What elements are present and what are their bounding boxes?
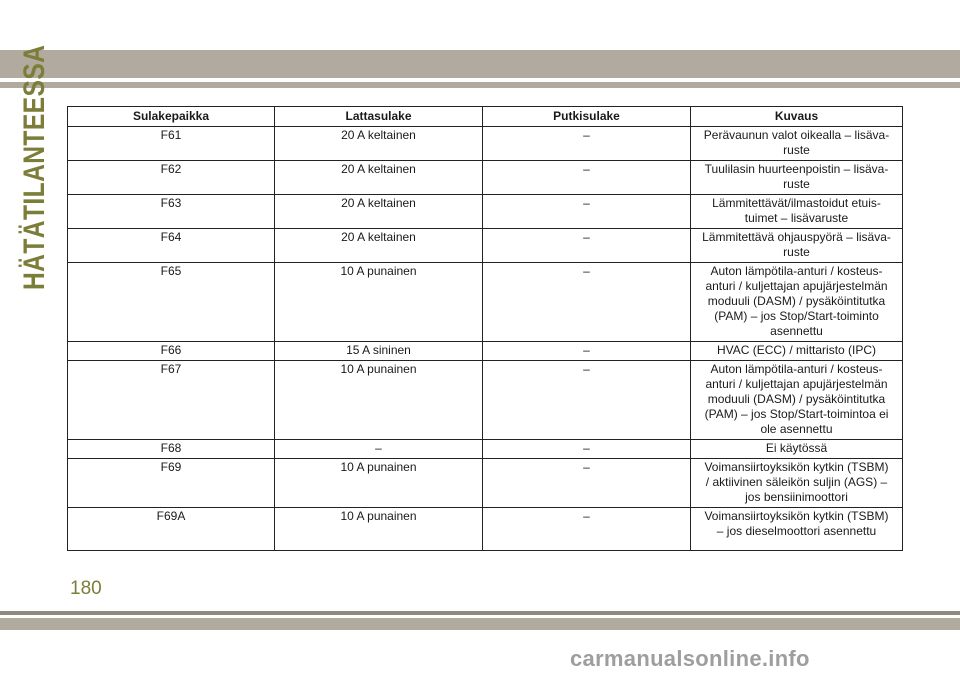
header-rule <box>0 82 960 88</box>
table-row <box>68 440 903 459</box>
description-cell <box>691 440 903 459</box>
fuse-position-cell: F65 <box>68 263 275 342</box>
table-row <box>68 459 903 508</box>
description-line: tuimet – lisävaruste <box>744 211 849 225</box>
fuse-position-cell: F69A <box>68 508 275 551</box>
description-line: / aktiivinen säleikön suljin (AGS) – <box>705 475 888 489</box>
description-cell <box>691 508 903 551</box>
table-row <box>68 127 903 161</box>
description-cell <box>691 161 903 195</box>
fuse-position-cell: F67 <box>68 361 275 440</box>
description-cell <box>691 127 903 161</box>
description-cell <box>691 361 903 440</box>
blade-fuse-cell: 20 A keltainen <box>275 127 483 161</box>
table-body <box>68 127 903 551</box>
section-title <box>15 44 55 290</box>
page-number: 180 <box>70 578 102 599</box>
cartridge-fuse-cell: – <box>483 195 691 229</box>
table-row <box>68 263 903 342</box>
description-cell <box>691 342 903 361</box>
description-line: (PAM) – jos Stop/Start-toiminto <box>714 309 879 323</box>
footer-band <box>0 618 960 630</box>
blade-fuse-cell: 10 A punainen <box>275 508 483 551</box>
blade-fuse-cell: – <box>275 440 483 459</box>
fuse-position-cell: F66 <box>68 342 275 361</box>
description-line: ruste <box>783 245 810 259</box>
cartridge-fuse-cell: – <box>483 127 691 161</box>
cartridge-fuse-cell: – <box>483 161 691 195</box>
description-line: ruste <box>783 143 810 157</box>
fuse-position-cell: F64 <box>68 229 275 263</box>
description-line: moduuli (DASM) / pysäköintitutka <box>707 294 886 308</box>
blade-fuse-cell: 20 A keltainen <box>275 229 483 263</box>
description-line: Auton lämpötila-anturi / kosteus- <box>710 362 883 376</box>
description-line: HVAC (ECC) / mittaristo (IPC) <box>716 343 877 357</box>
description-line: (PAM) – jos Stop/Start-toimintoa ei <box>704 407 889 421</box>
description-line: jos bensiinimoottori <box>745 490 848 504</box>
fuse-position-cell: F61 <box>68 127 275 161</box>
description-line: Tuulilasin huurteenpoistin – lisäva- <box>704 162 889 176</box>
description-cell <box>691 459 903 508</box>
cartridge-fuse-cell: – <box>483 459 691 508</box>
table-row <box>68 161 903 195</box>
description-line: ruste <box>783 177 810 191</box>
description-line: ole asennettu <box>760 422 833 436</box>
description-line: moduuli (DASM) / pysäköintitutka <box>707 392 886 406</box>
header-band <box>0 50 960 78</box>
blade-fuse-cell: 10 A punainen <box>275 361 483 440</box>
cartridge-fuse-cell: – <box>483 508 691 551</box>
header-cartridge-fuse: Putkisulake <box>483 107 691 127</box>
cartridge-fuse-cell: – <box>483 361 691 440</box>
header-description: Kuvaus <box>691 107 903 127</box>
fuse-position-cell: F63 <box>68 195 275 229</box>
table-row <box>68 361 903 440</box>
description-line: Ei käytössä <box>765 441 828 455</box>
fuse-table <box>67 106 903 551</box>
blade-fuse-cell: 15 A sininen <box>275 342 483 361</box>
description-cell <box>691 229 903 263</box>
description-line: anturi / kuljettajan apujärjestelmän <box>705 279 888 293</box>
cartridge-fuse-cell: – <box>483 342 691 361</box>
description-line: Auton lämpötila-anturi / kosteus- <box>710 264 883 278</box>
watermark: carmanualsonline.info <box>570 646 810 671</box>
table-row <box>68 229 903 263</box>
fuse-position-cell: F69 <box>68 459 275 508</box>
description-line: Lämmitettävä ohjauspyörä – lisäva- <box>702 230 891 244</box>
description-line: Perävaunun valot oikealla – lisäva- <box>703 128 890 142</box>
section-title-text: HÄTÄTILANTEESSA <box>18 44 51 290</box>
footer-rule <box>0 611 960 615</box>
description-cell <box>691 195 903 229</box>
table-row <box>68 508 903 551</box>
description-line: anturi / kuljettajan apujärjestelmän <box>705 377 888 391</box>
blade-fuse-cell: 20 A keltainen <box>275 195 483 229</box>
table-row <box>68 195 903 229</box>
table-row <box>68 342 903 361</box>
header-fuse-position: Sulakepaikka <box>68 107 275 127</box>
blade-fuse-cell: 10 A punainen <box>275 263 483 342</box>
description-line: Lämmitettävät/ilmastoidut etuis- <box>712 196 881 210</box>
cartridge-fuse-cell: – <box>483 440 691 459</box>
description-line: asennettu <box>770 324 823 338</box>
description-line: – jos dieselmoottori asennettu <box>716 524 877 538</box>
blade-fuse-cell: 20 A keltainen <box>275 161 483 195</box>
description-line: Voimansiirtoyksikön kytkin (TSBM) <box>704 509 889 523</box>
fuse-position-cell: F68 <box>68 440 275 459</box>
table-header-row <box>68 107 903 127</box>
cartridge-fuse-cell: – <box>483 229 691 263</box>
description-cell <box>691 263 903 342</box>
fuse-position-cell: F62 <box>68 161 275 195</box>
blade-fuse-cell: 10 A punainen <box>275 459 483 508</box>
header-blade-fuse: Lattasulake <box>275 107 483 127</box>
description-line: Voimansiirtoyksikön kytkin (TSBM) <box>704 460 889 474</box>
cartridge-fuse-cell: – <box>483 263 691 342</box>
